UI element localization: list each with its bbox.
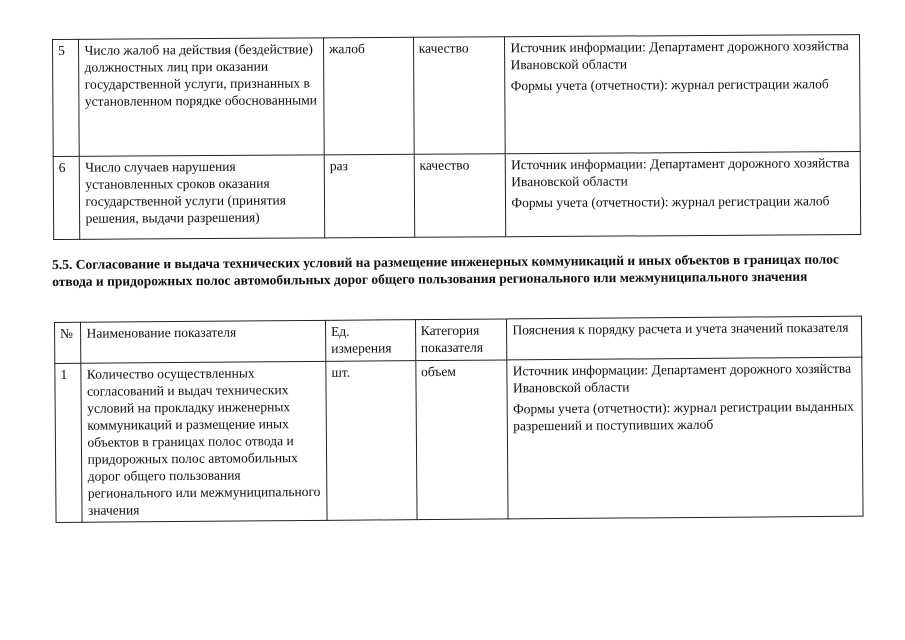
- row-number: 5: [53, 39, 80, 156]
- table-row: [53, 35, 861, 157]
- unit-of-measure: раз: [324, 154, 414, 238]
- header-number: №: [55, 322, 82, 363]
- header-unit: Ед. измерения: [326, 320, 416, 362]
- unit-of-measure: шт.: [326, 361, 417, 521]
- accounting-forms: Формы учета (отчетности): журнал регистрации жалоб: [511, 193, 830, 211]
- indicator-category: качество: [414, 154, 506, 238]
- table-row: [53, 152, 860, 240]
- calculation-explanation: [507, 357, 863, 519]
- indicators-table: [54, 316, 864, 523]
- calculation-explanation: [506, 152, 861, 237]
- row-number: 1: [55, 363, 83, 522]
- indicator-name: Количество осуществленных согласований и выдач технических условий на прокладку инженерных коммуникаций и размещение иных объектов в границах полос отвода и придорожных полос автомобильных дорог общего пользования регионального или межмуниципального значения: [81, 361, 327, 522]
- info-source: Источник информации: Департамент дорожного хозяйства Ивановской области: [512, 360, 852, 396]
- header-name: Наименование показателя: [81, 320, 326, 363]
- indicator-category: качество: [413, 37, 505, 155]
- accounting-forms: Формы учета (отчетности): журнал регистрации жалоб: [510, 76, 829, 94]
- header-category: Категория показателя: [415, 319, 507, 361]
- table-header-row: [55, 316, 862, 363]
- info-source: Источник информации: Департамент дорожного хозяйства Ивановской области: [511, 155, 850, 190]
- info-source: Источник информации: Департамент дорожного хозяйства Ивановской области: [510, 38, 849, 73]
- accounting-forms: Формы учета (отчетности): журнал регистрации выданных разрешений и поступивших жалоб: [513, 398, 854, 434]
- indicator-name: Число жалоб на действия (бездействие) должностных лиц при оказании государственной услуги, признанных в установленном порядке обоснованными: [79, 38, 324, 156]
- indicator-category: объем: [415, 360, 508, 520]
- indicator-name: Число случаев нарушения установленных сроков оказания государственной услуги (принятия решения, выдачи разрешения): [80, 155, 325, 239]
- indicators-table-continued: [52, 34, 861, 240]
- section-heading: 5.5. Согласование и выдача технических условий на размещение инженерных коммуникаций и иных объектов в границах полос отвода и придорожных полос автомобильных дорог общего пользования регионального или межмуниципального значения: [52, 251, 840, 289]
- calculation-explanation: [505, 35, 860, 154]
- row-number: 6: [53, 156, 80, 239]
- header-explanation: Пояснения к порядку расчета и учета значений показателя: [507, 316, 862, 360]
- unit-of-measure: жалоб: [324, 37, 414, 155]
- table-row: [55, 357, 863, 522]
